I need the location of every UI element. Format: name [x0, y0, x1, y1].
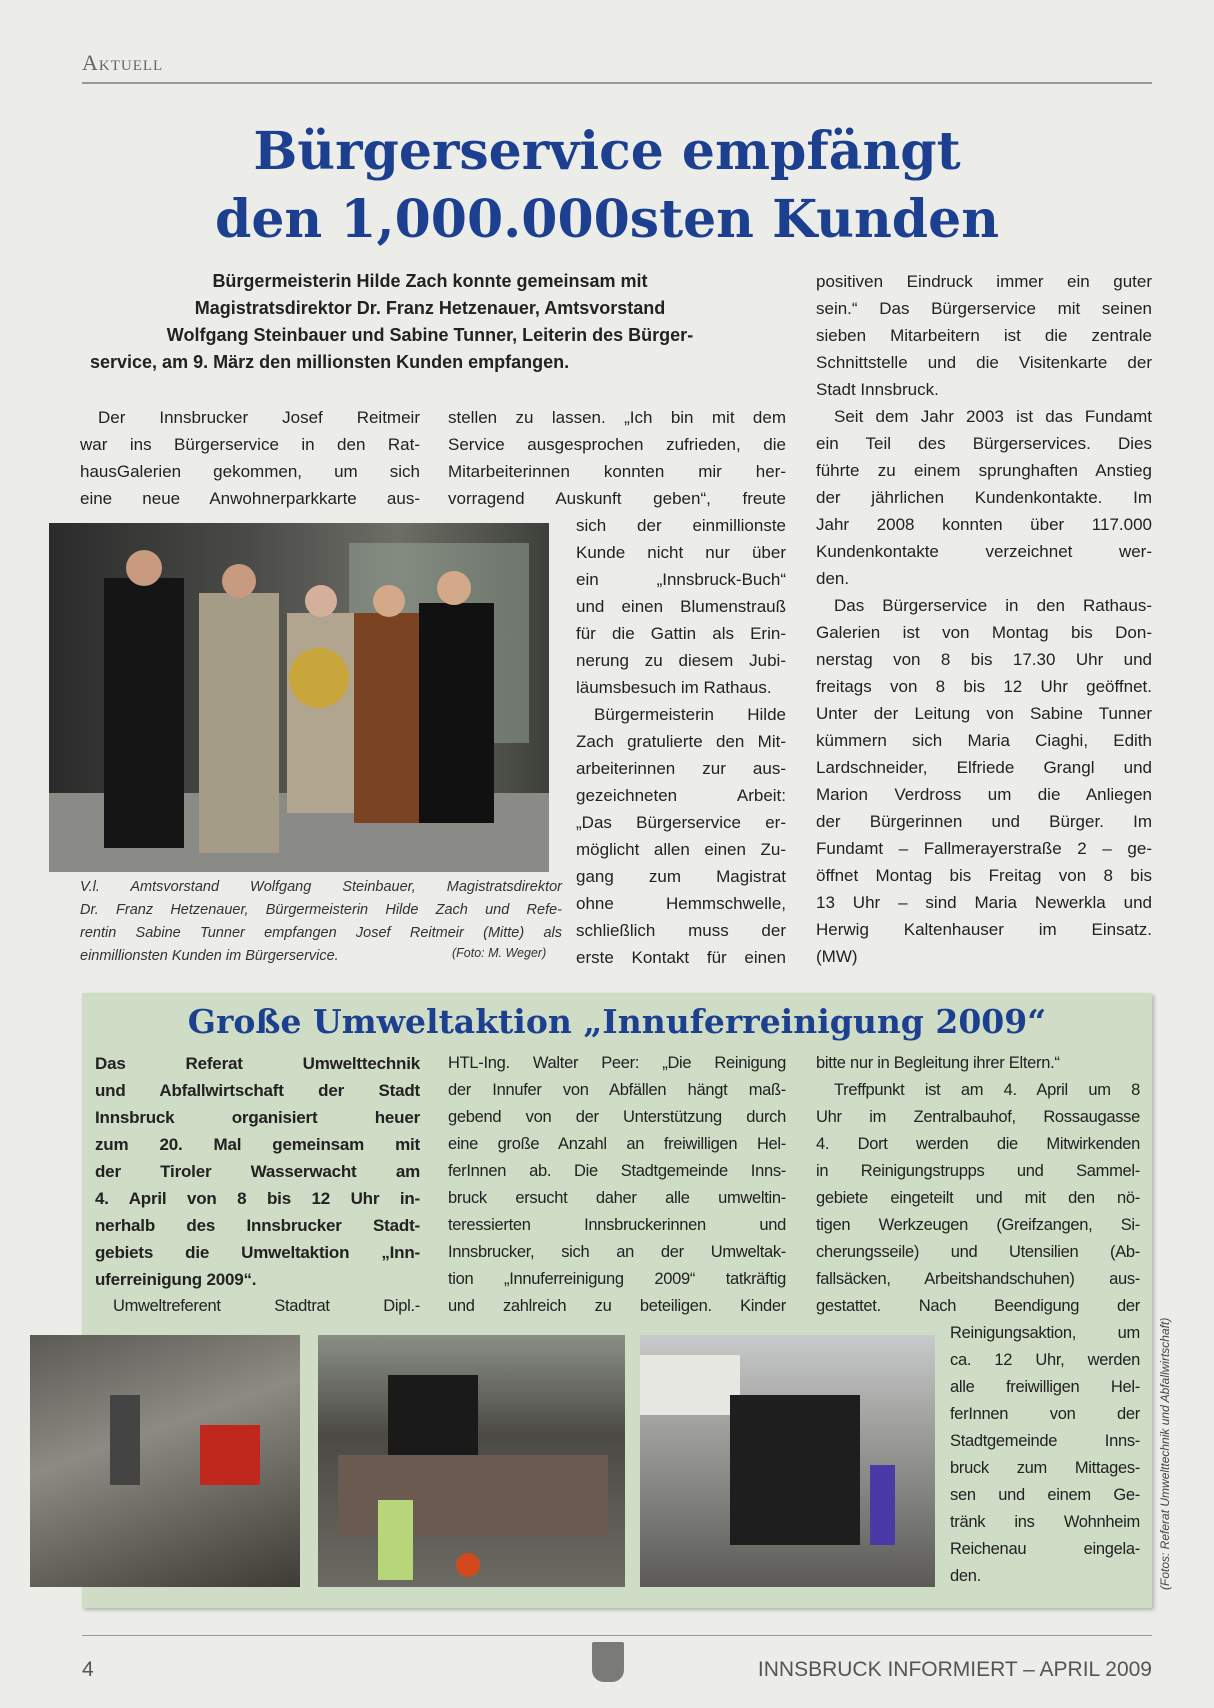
text-line: cherungsseile) und Utensilien (Ab- [816, 1243, 1140, 1261]
text-line: Fundamt – Fallmerayerstraße 2 – ge- [816, 839, 1152, 858]
text-line: uferreinigung 2009“. [95, 1270, 257, 1289]
text-line: teressierten Innsbruckerinnen und [448, 1216, 786, 1234]
text-line: und einen Blumenstrauß [576, 597, 786, 616]
text-line: Zach gratulierte den Mit- [576, 732, 786, 751]
text-line: schließlich muss der [576, 921, 786, 940]
text-line: Stadt Innsbruck. [816, 380, 939, 399]
text-line: den. [950, 1567, 981, 1585]
photo-credit: (Foto: M. Weger) [452, 946, 547, 960]
photo-riverbank-cleanup [30, 1335, 300, 1587]
text-line: erste Kontakt für einen [576, 948, 786, 967]
text-line: sen und einem Ge- [950, 1486, 1140, 1504]
text-line: bruck ersucht daher alle umweltin- [448, 1189, 786, 1207]
text-line: führte zu einem sprunghaften Anstieg [816, 461, 1152, 480]
photo-award-ceremony [49, 523, 549, 872]
article-column-3 [816, 268, 1152, 970]
text-line: Kundenkontakte verzeichnet wer- [816, 542, 1152, 561]
header-rule [82, 82, 1152, 84]
text-line: Mitarbeiterinnen konnten mir her- [448, 462, 786, 481]
text-line: Service ausgesprochen zufrieden, die [448, 435, 786, 454]
text-line: gebiets die Umweltaktion „Inn- [95, 1243, 420, 1262]
text-line: Wolfgang Steinbauer und Sabine Tunner, Leiterin des Bürger- [166, 325, 694, 345]
text-line: eine neue Anwohnerparkkarte aus- [80, 489, 420, 508]
text-line: in Reinigungstrupps und Sammel- [816, 1162, 1140, 1180]
text-line: freitags von 8 bis 12 Uhr geöffnet. [816, 677, 1152, 696]
text-line: Jahr 2008 konnten über 117.000 [816, 515, 1152, 534]
box-photo-credit: (Fotos: Referat Umwelttechnik und Abfallwirtschaft) [1158, 1317, 1172, 1590]
text-line: ein Teil des Bürgerservices. Dies [816, 434, 1152, 453]
text-line: zum 20. Mal gemeinsam mit [95, 1135, 420, 1154]
text-line: gebiete eingeteilt und mit den nö- [816, 1189, 1140, 1207]
text-line: der Tiroler Wasserwacht am [95, 1162, 420, 1181]
text-line: arbeiterinnen zur aus- [576, 759, 786, 778]
text-line: Herwig Kaltenhauser im Einsatz. [816, 920, 1152, 939]
title-line: Bürgerservice empfängt [253, 121, 961, 182]
text-line: tränk ins Wohnheim [950, 1513, 1140, 1531]
text-line: 13 Uhr – sind Maria Newerkla und [816, 893, 1152, 912]
text-line: kümmern sich Maria Ciaghi, Edith [816, 731, 1152, 750]
text-line: Innsbruck organisiert heuer [95, 1108, 420, 1127]
text-line: tigen Werkzeugen (Greifzangen, Si- [816, 1216, 1140, 1234]
text-line: tion „Innuferreinigung 2009“ tatkräftig [448, 1270, 786, 1288]
text-line: Innsbrucker, sich an der Umweltak- [448, 1243, 786, 1261]
text-line: möglicht allen einen Zu- [576, 840, 786, 859]
text-line: Dr. Franz Hetzenauer, Bürgermeisterin Hilde Zach und Refe- [80, 902, 562, 918]
article-column-2-narrow [576, 512, 786, 971]
box-column-1 [95, 1050, 420, 1320]
article-column-2-top [448, 404, 786, 512]
text-line: nerstag von 8 bis 17.30 Uhr und [816, 650, 1152, 669]
text-line: Treffpunkt ist am 4. April um 8 [834, 1081, 1140, 1099]
text-line: öffnet Montag bis Freitag von 8 bis [816, 866, 1152, 885]
text-line: war ins Bürgerservice in den Rat- [80, 435, 420, 454]
text-line: gang zum Magistrat [576, 867, 786, 886]
text-line: Das Bürgerservice in den Rathaus- [834, 596, 1152, 615]
text-line: ein „Innsbruck-Buch“ [576, 570, 786, 589]
text-line: sich der einmillionste [576, 516, 786, 535]
text-line: ohne Hemmschwelle, [576, 894, 786, 913]
article-column-1 [80, 404, 420, 512]
text-line: sieben Mitarbeitern ist die zentrale [816, 326, 1152, 345]
text-line: Marion Verdross um die Anliegen [816, 785, 1152, 804]
innsbruck-coat-of-arms-icon [592, 1642, 624, 1682]
text-line: ferInnen ab. Die Stadtgemeinde Inns- [448, 1162, 786, 1180]
article-title [0, 118, 1214, 254]
page-number: 4 [82, 1658, 94, 1681]
text-line: eine große Anzahl an freiwilligen Hel- [448, 1135, 786, 1153]
text-line: Galerien ist von Montag bis Don- [816, 623, 1152, 642]
text-line: sein.“ Das Bürgerservice mit seinen [816, 299, 1152, 318]
text-line: der jährlichen Kundenkontakte. Im [816, 488, 1152, 507]
text-line: Stadtgemeinde Inns- [950, 1432, 1140, 1450]
text-line: Kunde nicht nur über [576, 543, 786, 562]
text-line: läumsbesuch im Rathaus. [576, 678, 772, 697]
photo-truck-loading [318, 1335, 625, 1587]
text-line: Lardschneider, Elfriede Grangl und [816, 758, 1152, 777]
text-line: vorragend Auskunft geben“, freute [448, 489, 786, 508]
text-line: hausGalerien gekommen, um sich [80, 462, 420, 481]
text-line: HTL-Ing. Walter Peer: „Die Reinigung [448, 1054, 786, 1072]
box-title: Große Umweltaktion „Innuferreinigung 2009“ [187, 1002, 1047, 1041]
text-line: stellen zu lassen. „Ich bin mit dem [448, 408, 786, 427]
text-line: ca. 12 Uhr, werden [950, 1351, 1140, 1369]
text-line: Reichenau eingela- [950, 1540, 1140, 1558]
text-line: Seit dem Jahr 2003 ist das Fundamt [834, 407, 1152, 426]
text-line: Magistratsdirektor Dr. Franz Hetzenauer, Amtsvorstand [194, 298, 666, 318]
text-line: Das Referat Umwelttechnik [95, 1054, 420, 1073]
text-line: (MW) [816, 947, 858, 966]
text-line: gestattet. Nach Beendigung der [816, 1297, 1140, 1315]
text-line: gebend von der Unterstützung durch [448, 1108, 786, 1126]
text-line: nerung zu diesem Jubi- [576, 651, 786, 670]
text-line: Der Innsbrucker Josef Reitmeir [98, 408, 420, 427]
text-line: Uhr im Zentralbauhof, Rossaugasse [816, 1108, 1140, 1126]
text-line: alle freiwilligen Hel- [950, 1378, 1140, 1396]
text-line: Reinigungsaktion, um [950, 1324, 1140, 1342]
box-column-2 [448, 1050, 786, 1320]
text-line: nerhalb des Innsbrucker Stadt- [95, 1216, 420, 1235]
text-line: den. [816, 569, 850, 588]
text-line: positiven Eindruck immer ein guter [816, 272, 1152, 291]
box-column-3-narrow [950, 1320, 1140, 1590]
text-line: der Bürgerinnen und Bürger. Im [816, 812, 1152, 831]
text-line: V.l. Amtsvorstand Wolfgang Steinbauer, Magistratsdirektor [80, 879, 562, 895]
text-line: 4. Dort werden die Mitwirkenden [816, 1135, 1140, 1153]
text-line: fallsäcken, Arbeitshandschuhen) aus- [816, 1270, 1140, 1288]
text-line: Bürgermeisterin Hilde Zach konnte gemeinsam mit [212, 271, 648, 291]
text-line: für die Gattin als Erin- [576, 624, 786, 643]
box-column-3 [816, 1050, 1140, 1320]
text-line: der Innufer von Abfällen hängt maß- [448, 1081, 786, 1099]
photo-garbage-truck [640, 1335, 935, 1587]
text-line: service, am 9. März den millionsten Kunden empfangen. [90, 352, 570, 372]
text-line: und zahlreich zu beteiligen. Kinder [448, 1297, 786, 1315]
text-line: 4. April von 8 bis 12 Uhr in- [95, 1189, 420, 1208]
text-line: gezeichneten Arbeit: [576, 786, 786, 805]
text-line: bitte nur in Begleitung ihrer Eltern.“ [816, 1054, 1060, 1072]
text-line: Schnittstelle und die Visitenkarte der [816, 353, 1152, 372]
text-line: Unter der Leitung von Sabine Tunner [816, 704, 1152, 723]
text-line: rentin Sabine Tunner empfangen Josef Reitmeir (Mitte) als [80, 925, 562, 941]
text-line: einmillionsten Kunden im Bürgerservice. [80, 948, 339, 964]
photo-people-illustration [49, 523, 549, 872]
title-line: den 1,000.000sten Kunden [214, 189, 1000, 250]
section-label: Aktuell [82, 50, 164, 75]
text-line: ferInnen von der [950, 1405, 1140, 1423]
text-line: bruck zum Mittages- [950, 1459, 1140, 1477]
publication-name: INNSBRUCK INFORMIERT – APRIL 2009 [757, 1658, 1152, 1681]
text-line: „Das Bürgerservice er- [576, 813, 786, 832]
footer-rule [82, 1635, 1152, 1636]
article-lead [90, 268, 770, 376]
text-line: und Abfallwirtschaft der Stadt [95, 1081, 420, 1100]
text-line: Umweltreferent Stadtrat Dipl.- [113, 1297, 420, 1315]
text-line: Bürgermeisterin Hilde [594, 705, 786, 724]
